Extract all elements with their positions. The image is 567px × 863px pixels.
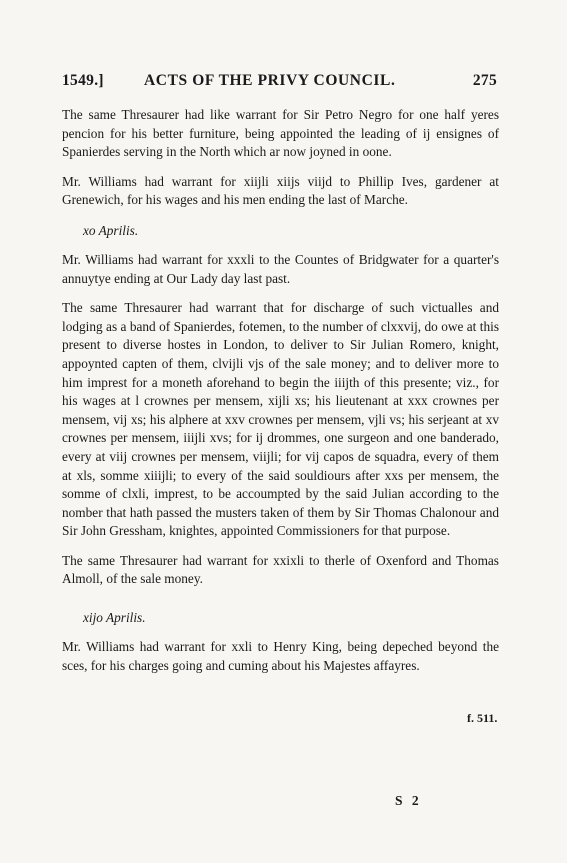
page-number: 275 — [472, 72, 497, 89]
paragraph: The same Thresaurer had warrant for xxixli to therle of Oxenford and Thomas Almoll, of the sale money. — [62, 552, 499, 587]
signature-mark: S 2 — [395, 793, 422, 808]
header-title: ACTS OF THE PRIVY COUNCIL. — [144, 72, 396, 89]
page-body — [62, 106, 499, 686]
date-heading: xo Aprilis. — [83, 222, 139, 238]
paragraph: Mr. Williams had warrant for xiijli xiijs viijd to Phillip Ives, gardener at Grenewich, for his wages and his men ending the last of Marche. — [62, 173, 499, 208]
paragraph: Mr. Williams had warrant for xxxli to the Countes of Bridgwater for a quarter's annuytye ending at Our Lady day last past. — [62, 251, 499, 286]
paragraph: The same Thresaurer had warrant that for discharge of such victualles and lodging as a band of Spanierdes, fotemen, to the number of clxxvij, do owe at this present to diverse hostes in London, to deliver to Sir Julian Romero, knight, appoynted capten of them, clvijli vjs of the sale money; and to deliver more to him imprest for a moneth aforehand to begin the iiijth of this presente; viz., for his wages at l crownes per mensem, xijli xs; his lieutenant at xxx crownes per mensem, vij xs; his alphere at xxv crownes per mensem, vjli vs; his serjeant at xv crownes per mensem, iiijli xvs; for ij drommes, one surgeon and one banderado, every at viij crownes per mensem, viijli; for vij capos de squadra, every of them at xls, somme xiiijli; to every of the said souldiours after xxs per mensem, the somme of clxli, imprest, to be accoumpted by the said Julian according to the nomber that hath passed the musters taken of them by Sir Thomas Chalonour and Sir John Gressham, knightes, appointed Commissioners for that purpose. — [62, 300, 499, 539]
running-header — [62, 72, 497, 96]
paragraph: The same Thresaurer had like warrant for Sir Petro Negro for one half yeres pencion for his better furniture, being appointed the leading of ij ensignes of Spanierdes serving in the North which ar now joyned in oone. — [62, 107, 499, 160]
paragraph: Mr. Williams had warrant for xxli to Henry King, being depeched beyond the sces, for his charges going and cuming about his Majestes affayres. — [62, 639, 499, 673]
folio-reference: f. 511. — [467, 711, 498, 725]
header-year: 1549.] — [62, 72, 104, 89]
date-heading: xijo Aprilis. — [83, 610, 146, 626]
